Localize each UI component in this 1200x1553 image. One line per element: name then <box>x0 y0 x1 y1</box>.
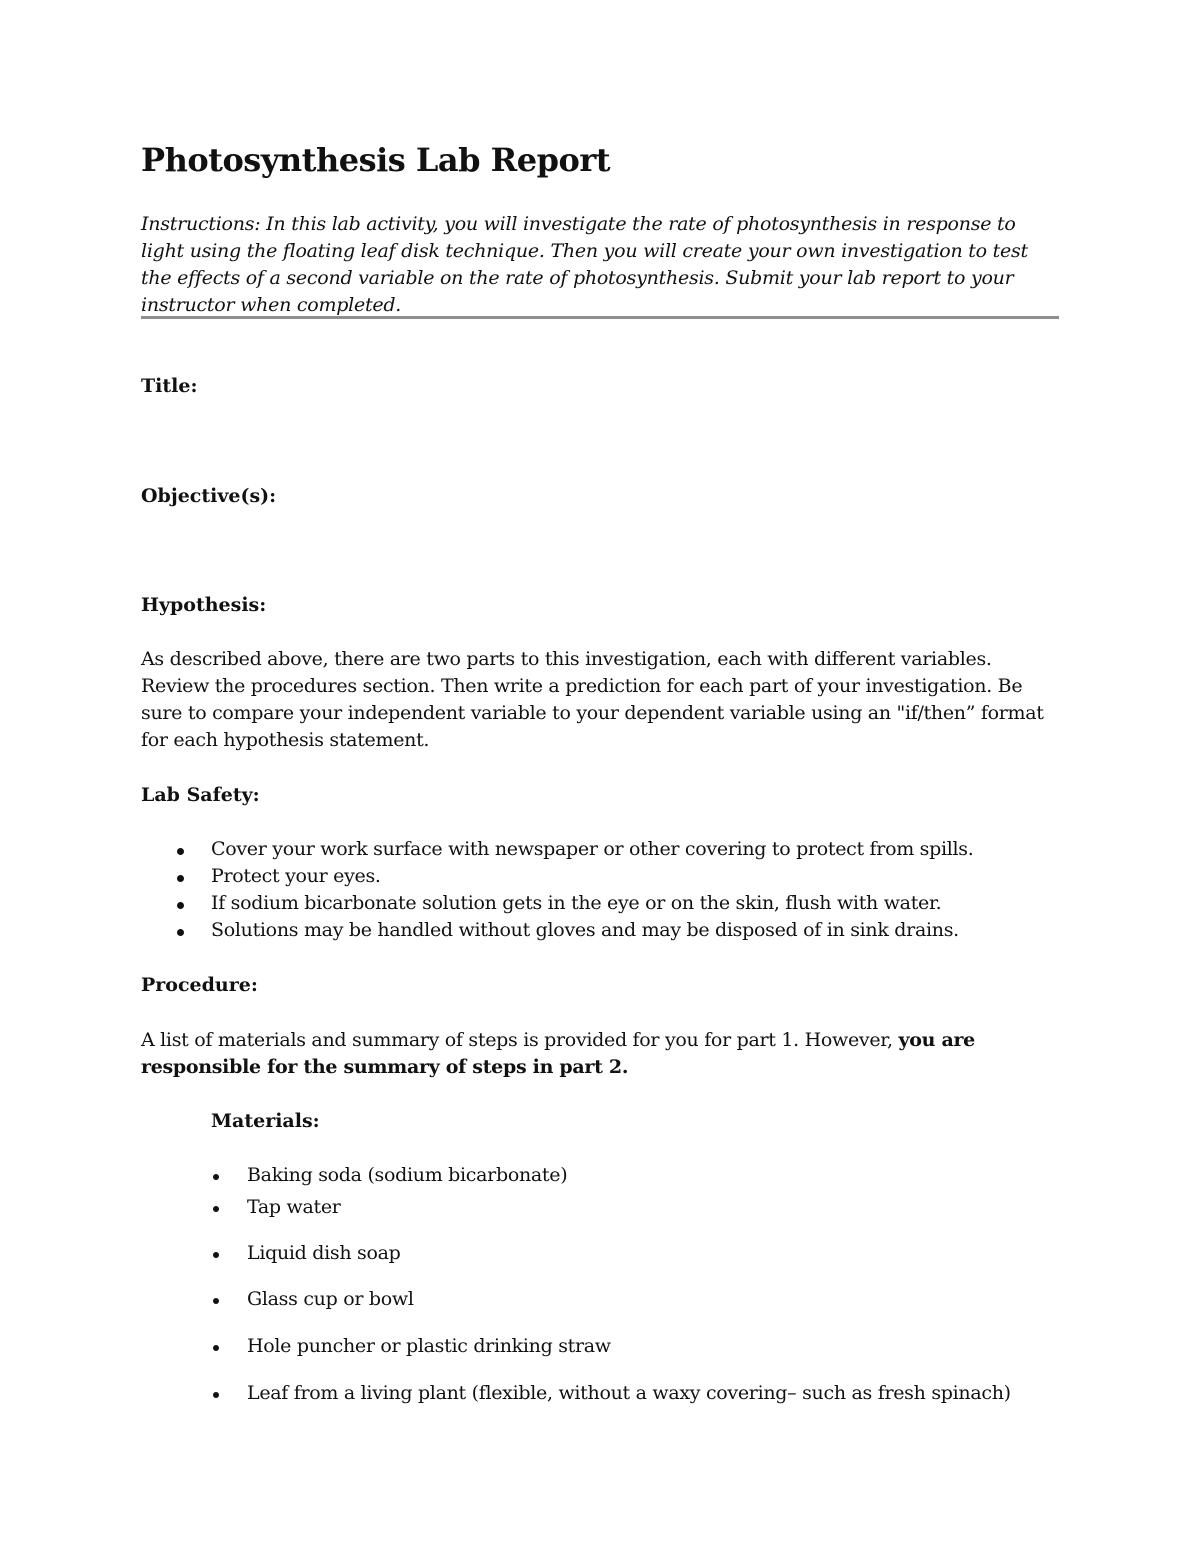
procedure-text-line-1 <box>141 1027 975 1054</box>
lab-safety-label: Lab Safety: <box>141 784 260 806</box>
bullet-icon <box>177 902 184 909</box>
list-item-text: If sodium bicarbonate solution gets in the eye or on the skin, flush with water. <box>211 892 942 914</box>
bullet-icon <box>177 875 184 882</box>
title-label: Title: <box>141 375 198 397</box>
list-item <box>247 1286 414 1313</box>
list-item-text: Hole puncher or plastic drinking straw <box>247 1335 611 1357</box>
hypothesis-text: As described above, there are two parts to this investigation, each with different variables. Review the procedures section. Then write a prediction for each part of your investigation. Be sure to compare your independent variable to your dependent variable using an "if/then” format for each hypothesis statement. <box>141 648 1044 751</box>
list-item-text: Baking soda (sodium bicarbonate) <box>247 1164 568 1186</box>
list-item <box>211 863 974 890</box>
bullet-icon <box>213 1392 219 1398</box>
list-item-text: Protect your eyes. <box>211 865 381 887</box>
bullet-icon <box>177 929 184 936</box>
list-item <box>247 1162 567 1189</box>
materials-label: Materials: <box>211 1110 320 1132</box>
bullet-icon <box>213 1206 219 1212</box>
bullet-icon <box>213 1174 219 1180</box>
horizontal-divider <box>141 316 1059 319</box>
list-item <box>211 917 974 944</box>
list-item-text: Leaf from a living plant (flexible, without a waxy covering– such as fresh spinach) <box>247 1382 1011 1404</box>
list-item <box>211 890 974 917</box>
list-item <box>247 1333 611 1360</box>
list-item <box>211 836 974 863</box>
lab-safety-list <box>211 836 974 944</box>
hypothesis-label: Hypothesis: <box>141 594 267 616</box>
procedure-text-bold-2: responsible for the summary of steps in part 2. <box>141 1056 629 1078</box>
list-item <box>247 1380 1011 1407</box>
list-item-text: Solutions may be handled without gloves and may be disposed of in sink drains. <box>211 919 959 941</box>
objectives-label: Objective(s): <box>141 485 277 507</box>
page-title: Photosynthesis Lab Report <box>141 141 610 179</box>
bullet-icon <box>213 1345 219 1351</box>
bullet-icon <box>213 1252 219 1258</box>
list-item <box>247 1240 401 1267</box>
list-item-text: Liquid dish soap <box>247 1242 401 1264</box>
procedure-text-bold-1: you are <box>898 1029 975 1051</box>
list-item-text: Cover your work surface with newspaper or other covering to protect from spills. <box>211 838 974 860</box>
list-item-text: Glass cup or bowl <box>247 1288 414 1310</box>
instructions-paragraph: Instructions: In this lab activity, you will investigate the rate of photosynthesis in response to light using the floating leaf disk technique. Then you will create your own investigation to test the effects of a second variable on the rate of photosynthesis. Submit your lab report to your instructor when completed. <box>141 213 1028 316</box>
bullet-icon <box>177 848 184 855</box>
list-item-text: Tap water <box>247 1196 341 1218</box>
bullet-icon <box>213 1298 219 1304</box>
procedure-label: Procedure: <box>141 974 258 996</box>
list-item <box>247 1194 341 1221</box>
procedure-text-plain: A list of materials and summary of steps is provided for you for part 1. However, <box>141 1029 893 1051</box>
